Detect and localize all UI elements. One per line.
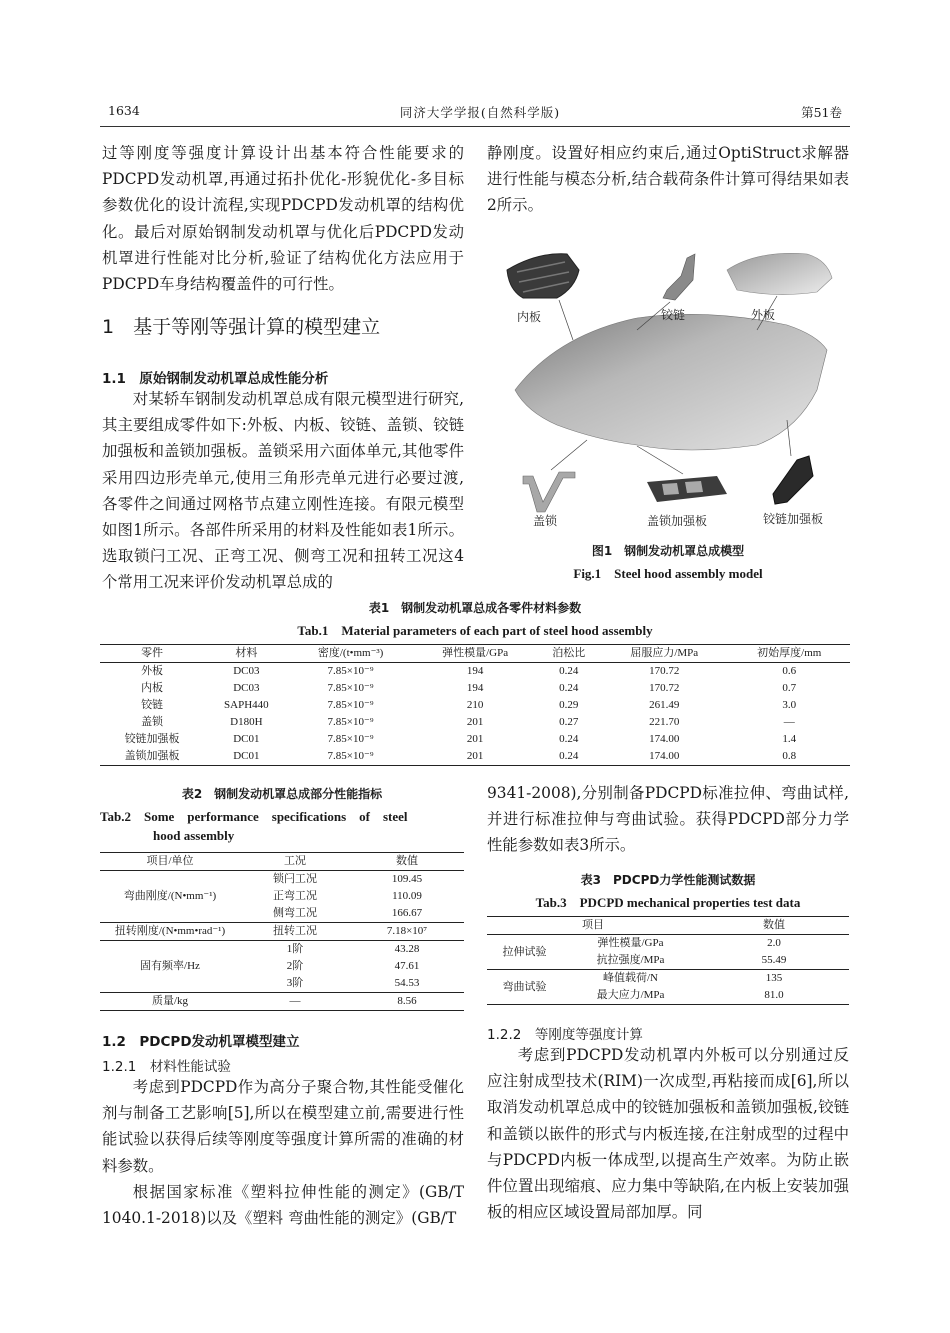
section-1-heading: 1 基于等刚等强计算的模型建立	[102, 316, 381, 338]
table-row	[100, 748, 850, 766]
t3-item: 弯曲试验	[487, 970, 562, 1005]
t1-cell: 1.4	[782, 733, 797, 745]
t1-cell: 170.72	[649, 682, 680, 694]
t2-cell: 侧弯工况	[273, 907, 317, 919]
t1-cell: 7.85×10⁻⁹	[327, 682, 374, 694]
t1-cell: D180H	[230, 716, 263, 728]
t3-cell: 55.49	[761, 954, 787, 966]
t1-cell: 3.0	[782, 699, 797, 711]
t2-cell: 1阶	[286, 943, 304, 955]
header-rule	[100, 126, 850, 127]
page-number: 1634	[108, 103, 140, 118]
table-row	[100, 941, 464, 959]
table-row	[100, 714, 850, 731]
t3-cell: 峰值载荷/N	[603, 972, 658, 984]
t2-cell: 扭转工况	[273, 925, 317, 937]
figure-1-caption-en: Fig.1 Steel hood assembly model	[573, 566, 763, 581]
table-3-caption-cn: 表3 PDCPD力学性能测试数据	[580, 873, 756, 887]
t1-cell: DC01	[233, 733, 260, 745]
table-row	[100, 731, 850, 748]
t1-cell: 0.7	[782, 682, 797, 694]
t1-cell: 盖锁加强板	[124, 750, 180, 762]
section-1-1-heading: 1.1 原始钢制发动机罩总成性能分析	[102, 371, 329, 387]
t1-cell: 201	[466, 716, 484, 728]
t1-cell: 174.00	[649, 750, 680, 762]
t3-item: 拉伸试验	[487, 935, 562, 970]
table-2-header-row	[100, 853, 464, 871]
t1-cell: 0.29	[559, 699, 579, 711]
t3-cell: 135	[765, 972, 783, 984]
t3-header: 数值	[763, 919, 785, 931]
figure-1	[487, 240, 849, 540]
t1-cell: 0.24	[559, 733, 579, 745]
section-1-2-1-paragraph-1: 考虑到PDCPD作为高分子聚合物,其性能受催化剂与制备工艺影响[5],所以在模型建立前,需要进行性能试验以获得后续等刚度等强度计算所需的准确的材料参数。	[102, 1078, 464, 1175]
t1-cell: —	[783, 716, 795, 728]
t2-cell: 166.67	[391, 907, 423, 919]
t1-cell: 0.27	[559, 716, 579, 728]
t2-cell: 8.56	[397, 995, 417, 1007]
t1-cell: 铰链加强板	[124, 733, 180, 745]
t1-cell: 174.00	[649, 733, 680, 745]
t1-cell: 0.6	[782, 665, 797, 677]
table-1	[100, 644, 850, 766]
table-row	[487, 970, 849, 988]
t1-cell: 7.85×10⁻⁹	[327, 733, 374, 745]
t3-cell: 抗拉强度/MPa	[596, 954, 665, 966]
section-1-2-heading: 1.2 PDCPD发动机罩模型建立	[102, 1034, 300, 1050]
label-inner-panel: 内板	[517, 310, 542, 324]
t2-cell: 3阶	[286, 977, 304, 989]
t1-cell: 170.72	[649, 665, 680, 677]
section-1-2-2-paragraph: 考虑到PDCPD发动机罩内外板可以分别通过反应注射成型技术(RIM)一次成型,再粘接而成[6],所以取消发动机罩总成中的铰链加强板和盖锁加强板,铰链和盖锁以嵌件的形式与内板连接,在注射成型的过程中与PDCPD内板一体成型,以提高生产效率。为防止嵌件位置出现缩痕、应力集中等缺陷,在内板上安装加强板的相应区域设置局部加厚。同	[487, 1046, 849, 1222]
t2-cell: 锁闩工况	[273, 873, 317, 885]
section-1-2-2-heading: 1.2.2 等刚度等强度计算	[487, 1027, 643, 1043]
t2-cell: 110.09	[392, 890, 422, 902]
t3-cell: 2.0	[767, 937, 781, 949]
table-2-caption-en-line1: Tab.2 Some performance specifications of steel	[100, 809, 408, 824]
table-2-caption-en-line2: hood assembly	[153, 828, 235, 843]
t1-header: 材料	[235, 647, 258, 659]
t1-cell: DC03	[233, 665, 260, 677]
t1-cell: 7.85×10⁻⁹	[327, 716, 374, 728]
t1-header: 泊松比	[552, 647, 586, 659]
t1-cell: DC01	[233, 750, 260, 762]
figure-1-caption-cn: 图1 钢制发动机罩总成模型	[591, 544, 745, 558]
section-1-1-paragraph: 对某轿车钢制发动机罩总成有限元模型进行研究,其主要组成零件如下:外板、内板、铰链、盖锁、铰链加强板和盖锁加强板。盖锁采用六面体单元,其他零件采用四边形壳单元,使用三角形壳单元进行必要过渡,各零件之间通过网格节点建立刚性连接。有限元模型如图1所示。各部件所采用的材料及性能如表1所示。选取锁闩工况、正弯工况、侧弯工况和扭转工况这4个常用工况来评价发动机罩总成的	[102, 390, 464, 592]
t1-cell: 内板	[141, 682, 164, 694]
t1-header: 初始厚度/mm	[757, 647, 822, 659]
t2-item: 弯曲刚度/(N•mm⁻¹)	[100, 871, 240, 923]
t1-header: 密度/(t•mm⁻³)	[317, 647, 384, 659]
t2-header: 工况	[284, 855, 306, 867]
table-1-caption-cn: 表1 钢制发动机罩总成各零件材料参数	[368, 601, 582, 615]
section-1-2-1-heading: 1.2.1 材料性能试验	[102, 1059, 231, 1075]
t1-cell: 210	[466, 699, 484, 711]
journal-title: 同济大学学报(自然科学版)	[399, 105, 561, 120]
t3-header: 项目	[582, 919, 604, 931]
t2-header: 数值	[396, 855, 418, 867]
intro-paragraph: 过等刚度等强度计算设计出基本符合性能要求的PDCPD发动机罩,再通过拓扑优化-形貌优化-多目标参数优化的设计流程,实现PDCPD发动机罩的结构优化。最后对原始钢制发动机罩与优化后PDCPD发动机罩进行性能对比分析,验证了结构优化方法应用于PDCPD车身结构覆盖件的可行性。	[102, 144, 464, 294]
t1-cell: 外板	[141, 665, 164, 677]
t1-cell: 盖锁	[141, 716, 164, 728]
t2-item: 固有频率/Hz	[100, 941, 240, 993]
t1-header: 屈服应力/MPa	[630, 647, 699, 659]
table-row	[487, 935, 849, 953]
table-1-header-row	[100, 645, 850, 663]
t1-cell: SAPH440	[224, 699, 269, 711]
t1-cell: 221.70	[649, 716, 680, 728]
t1-cell: 铰链	[141, 699, 164, 711]
t1-cell: 261.49	[649, 699, 680, 711]
t2-cell: 109.45	[391, 873, 423, 885]
table-3-header-row	[487, 917, 849, 935]
t2-cell: 正弯工况	[273, 890, 317, 902]
t1-cell: 201	[466, 733, 484, 745]
t2-cell: 47.61	[394, 960, 420, 972]
t2-header: 项目/单位	[146, 855, 194, 867]
t1-cell: 0.24	[559, 665, 579, 677]
hood-assembly-illustration	[487, 240, 849, 540]
t1-cell: DC03	[233, 682, 260, 694]
right-top-paragraph: 静刚度。设置好相应约束后,通过OptiStruct求解器进行性能与模态分析,结合载荷条件计算可得结果如表2所示。	[487, 144, 849, 215]
volume-number: 第51卷	[801, 105, 842, 120]
label-outer-panel: 外板	[751, 308, 776, 322]
label-latch-reinforcement: 盖锁加强板	[647, 514, 708, 528]
t1-cell: 194	[466, 665, 484, 677]
t3-cell: 最大应力/MPa	[596, 989, 665, 1001]
t2-cell: 43.28	[394, 943, 420, 955]
t1-cell: 7.85×10⁻⁹	[327, 699, 374, 711]
t1-header: 弹性模量/GPa	[442, 647, 509, 659]
table-3-caption-en: Tab.3 PDCPD mechanical properties test data	[535, 895, 801, 910]
t1-cell: 7.85×10⁻⁹	[327, 665, 374, 677]
t1-cell: 201	[466, 750, 484, 762]
label-hinge: 铰链	[661, 308, 686, 322]
t1-cell: 0.24	[559, 750, 579, 762]
table-row	[100, 871, 464, 889]
table-2	[100, 852, 464, 1011]
t3-cell: 弹性模量/GPa	[597, 937, 664, 949]
t3-cell: 81.0	[764, 989, 784, 1001]
label-latch: 盖锁	[533, 514, 558, 528]
table-row	[100, 697, 850, 714]
label-hinge-reinforcement: 铰链加强板	[763, 512, 824, 526]
table-2-caption-cn: 表2 钢制发动机罩总成部分性能指标	[181, 787, 383, 801]
t1-cell: 7.85×10⁻⁹	[327, 750, 374, 762]
t2-item: 扭转刚度/(N•mm•rad⁻¹)	[114, 925, 226, 937]
t1-cell: 0.24	[559, 682, 579, 694]
t2-cell: —	[289, 995, 301, 1007]
t2-cell: 54.53	[394, 977, 420, 989]
table-3	[487, 916, 849, 1005]
table-row	[100, 923, 464, 941]
right-mid-paragraph: 9341-2008),分别制备PDCPD标准拉伸、弯曲试样,并进行标准拉伸与弯曲试验。获得PDCPD部分力学性能参数如表3所示。	[487, 784, 849, 855]
t1-header: 零件	[141, 647, 164, 659]
table-row	[100, 680, 850, 697]
table-1-caption-en: Tab.1 Material parameters of each part of steel hood assembly	[297, 623, 653, 638]
table-row	[100, 993, 464, 1011]
section-1-2-1-paragraph-2: 根据国家标准《塑料拉伸性能的测定》(GB/T 1040.1-2018)以及《塑料 弯曲性能的测定》(GB/T	[102, 1183, 464, 1228]
t2-cell: 2阶	[286, 960, 304, 972]
t2-item: 质量/kg	[151, 995, 189, 1007]
table-row	[100, 663, 850, 681]
t2-cell: 7.18×10⁷	[386, 925, 428, 937]
t1-cell: 0.8	[782, 750, 797, 762]
t1-cell: 194	[466, 682, 484, 694]
